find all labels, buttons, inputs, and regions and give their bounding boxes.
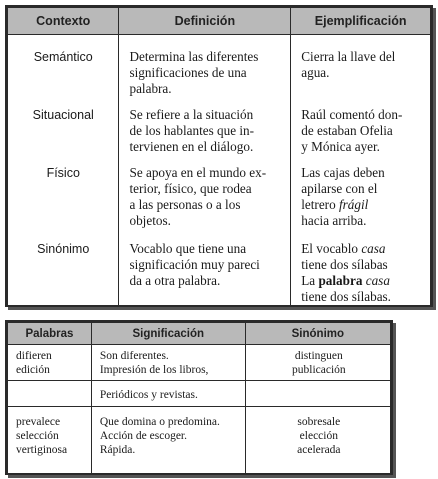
bold-term: palabra: [318, 273, 363, 288]
cell-text: significaciones de una: [129, 65, 247, 80]
cell-text: La: [301, 273, 319, 288]
cell-text: publicación: [292, 364, 346, 376]
cell-palabras: [8, 407, 92, 474]
table-row: [8, 97, 431, 155]
cell-ejemplo: [291, 155, 431, 229]
cell-contexto: [8, 97, 119, 155]
cell-text-line: [301, 273, 424, 289]
cell-text: tiene dos sílabas.: [301, 289, 391, 304]
cell-text: Se apoya en el mundo ex-: [129, 165, 267, 180]
cell-text-line: [301, 241, 424, 257]
cell-significacion: [91, 407, 245, 474]
cell-text: Son diferentes.: [99, 350, 169, 362]
cell-text: prevalece: [16, 416, 61, 428]
cell-text: elección: [299, 430, 338, 442]
table-row: [8, 345, 391, 381]
cell-sinonimo: [245, 381, 390, 407]
cell-text: terior, físico, que rodea: [129, 181, 252, 196]
italic-term: frágil: [338, 197, 369, 212]
cell-text-line: [301, 197, 424, 213]
cell-definicion: [119, 35, 291, 98]
cell-text: distinguen: [294, 350, 343, 362]
cell-text: letrero: [301, 197, 339, 212]
cell-definicion: [119, 229, 291, 305]
header-palabras: Palabras: [8, 323, 92, 345]
cell-text: Periódicos y revistas.: [99, 389, 198, 401]
cell-text: selección: [16, 430, 59, 442]
header-significacion: Significación: [91, 323, 245, 345]
cell-text: acelerada: [297, 444, 341, 456]
cell-text: Que domina o predomina.: [99, 416, 220, 428]
cell-text: de los hablantes que in-: [129, 123, 254, 138]
cell-text: da a otra palabra.: [129, 273, 221, 288]
cell-text: Vocablo que tiene una: [129, 241, 247, 256]
cell-text: Determina las diferentes: [129, 49, 259, 64]
cell-text: edición: [16, 364, 50, 376]
table-row: [8, 229, 431, 305]
vocabulary-table: [5, 320, 393, 475]
cell-text: Semántico: [33, 50, 93, 64]
cell-text: Se refiere a la situación: [129, 107, 254, 122]
cell-text: tervienen en el diálogo.: [129, 139, 254, 154]
cell-text: Rápida.: [99, 444, 136, 456]
header-contexto: Contexto: [8, 8, 119, 35]
cell-text: tiene dos sílabas: [301, 257, 388, 272]
table-row: [8, 35, 431, 98]
cell-text: sobresale: [297, 416, 341, 428]
cell-text: Cierra la llave del: [301, 49, 396, 64]
context-table: [5, 5, 433, 307]
vocabulary-table-header-row: [8, 323, 391, 345]
cell-definicion: [119, 97, 291, 155]
cell-text: El vocablo: [301, 241, 362, 256]
cell-text: hacia arriba.: [301, 213, 367, 228]
header-sinonimo: Sinónimo: [245, 323, 390, 345]
italic-term: casa: [361, 241, 386, 256]
cell-text: y Mónica ayer.: [301, 139, 380, 154]
cell-text: apilarse con el: [301, 181, 378, 196]
cell-palabras: [8, 345, 92, 381]
italic-term: casa: [365, 273, 390, 288]
cell-contexto: [8, 35, 119, 98]
cell-ejemplo: [291, 229, 431, 305]
cell-text: a las personas o a los: [129, 197, 241, 212]
cell-text: Las cajas deben: [301, 165, 385, 180]
cell-text: Raúl comentó don-: [301, 107, 403, 122]
cell-significacion: [91, 381, 245, 407]
cell-text: Situacional: [32, 108, 94, 122]
cell-palabras: [8, 381, 92, 407]
cell-text: de estaban Ofelia: [301, 123, 393, 138]
cell-contexto: [8, 155, 119, 229]
cell-contexto: [8, 229, 119, 305]
cell-ejemplo: [291, 97, 431, 155]
cell-text: significación muy pareci: [129, 257, 260, 272]
cell-text: Impresión de los libros,: [99, 364, 209, 376]
cell-sinonimo: [245, 345, 390, 381]
cell-ejemplo: [291, 35, 431, 98]
cell-significacion: [91, 345, 245, 381]
cell-definicion: [119, 155, 291, 229]
cell-text: palabra.: [129, 81, 172, 96]
context-table-grid: [7, 7, 431, 305]
table-row: [8, 381, 391, 407]
cell-text: Acción de escoger.: [99, 430, 187, 442]
header-ejemplificacion: Ejemplificación: [291, 8, 431, 35]
context-table-header-row: [8, 8, 431, 35]
vocabulary-table-grid: [7, 322, 391, 473]
table-row: [8, 155, 431, 229]
header-definicion: Definición: [119, 8, 291, 35]
cell-text: vertiginosa: [16, 444, 68, 456]
cell-text: Sinónimo: [37, 242, 90, 256]
table-row: [8, 407, 391, 474]
cell-text: Físico: [46, 166, 80, 180]
cell-text: difieren: [16, 350, 52, 362]
cell-text: agua.: [301, 65, 330, 80]
cell-text: objetos.: [129, 213, 171, 228]
cell-sinonimo: [245, 407, 390, 474]
